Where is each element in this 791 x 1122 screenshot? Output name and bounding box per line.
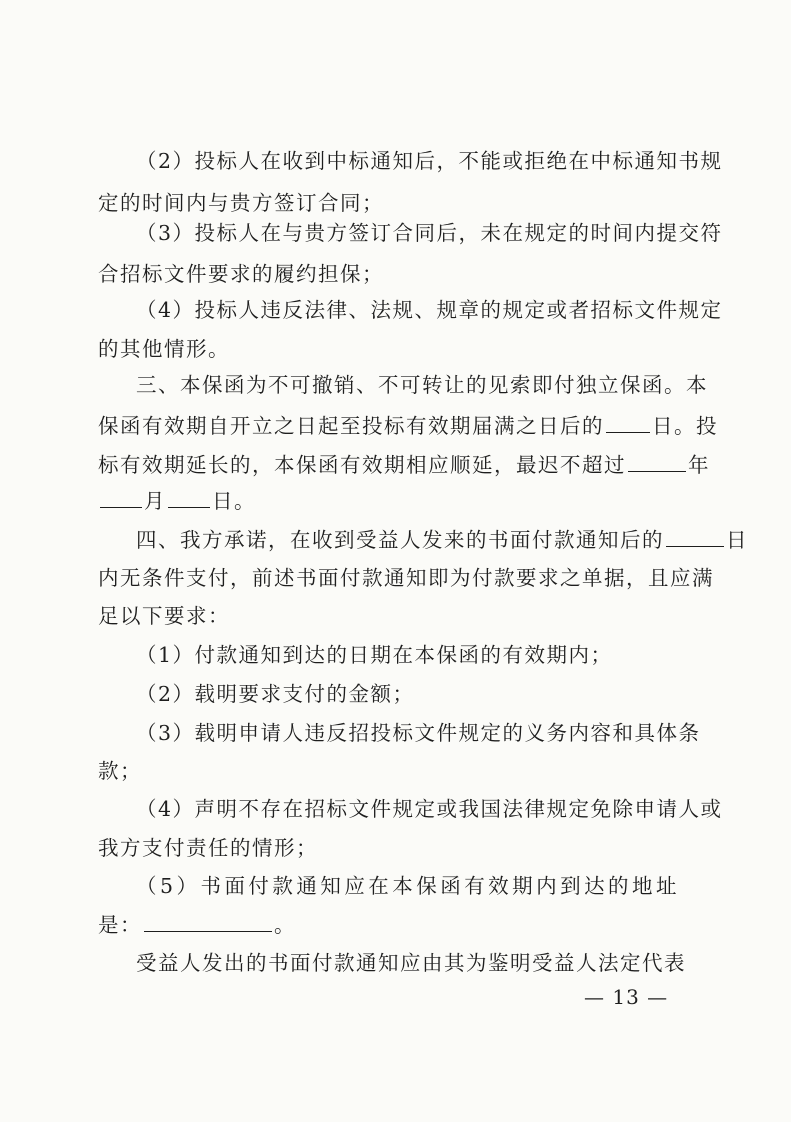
paragraph-line: 我方支付责任的情形； bbox=[98, 836, 318, 860]
address-blank-field bbox=[144, 909, 272, 932]
paragraph-line: 四、我方承诺，在收到受益人发来的书面付款通知后的 日 bbox=[136, 524, 678, 554]
paragraph-line: 内无条件支付，前述书面付款通知即为付款要求之单据，且应满 bbox=[98, 566, 714, 590]
paragraph-line: 合招标文件要求的履约担保； bbox=[98, 262, 384, 286]
paragraph-line: （1）付款通知到达的日期在本保函的有效期内； bbox=[136, 643, 613, 667]
paragraph-line: 是： 。 bbox=[98, 909, 678, 939]
blank-field bbox=[628, 449, 686, 472]
paragraph-line: 三、本保函为不可撤销、不可转让的见索即付独立保函。本 bbox=[136, 373, 708, 397]
paragraph-line: （3）载明申请人违反招投标文件规定的义务内容和具体条 bbox=[136, 721, 701, 745]
blank-field bbox=[606, 410, 650, 433]
paragraph-line: 款； bbox=[98, 759, 142, 783]
paragraph-line: （5）书面付款通知应在本保函有效期内到达的地址 bbox=[136, 874, 678, 898]
paragraph-line: （4）声明不存在招标文件规定或我国法律规定免除申请人或 bbox=[136, 797, 723, 821]
blank-field bbox=[100, 485, 142, 508]
paragraph-line: （2）载明要求支付的金额； bbox=[136, 682, 415, 706]
paragraph-line: 的其他情形。 bbox=[98, 337, 230, 361]
paragraph-line: （4）投标人违反法律、法规、规章的规定或者招标文件规定 bbox=[136, 298, 723, 322]
paragraph-line: 标有效期延长的，本保函有效期相应顺延，最迟不超过 年 bbox=[98, 449, 678, 479]
page-number: — 13 — bbox=[584, 985, 669, 1009]
paragraph-line: 受益人发出的书面付款通知应由其为鉴明受益人法定代表 bbox=[136, 951, 686, 975]
paragraph-line: 月 日。 bbox=[98, 485, 678, 515]
paragraph-line: 足以下要求： bbox=[98, 604, 230, 628]
paragraph-line: （3）投标人在与贵方签订合同后，未在规定的时间内提交符 bbox=[136, 221, 723, 245]
paragraph-line: （2）投标人在收到中标通知后，不能或拒绝在中标通知书规 bbox=[136, 149, 723, 173]
paragraph-line: 保函有效期自开立之日起至投标有效期届满之日后的 日。投 bbox=[98, 410, 678, 440]
blank-field bbox=[666, 524, 724, 547]
blank-field bbox=[168, 485, 210, 508]
paragraph-line: 定的时间内与贵方签订合同； bbox=[98, 191, 384, 215]
